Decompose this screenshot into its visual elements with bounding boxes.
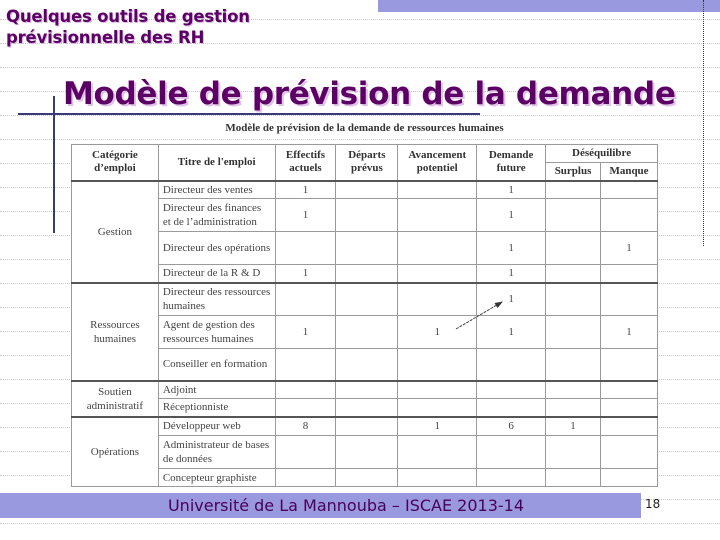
current-cell [275,399,336,417]
future-cell: 1 [477,265,546,283]
promotion-cell [398,265,477,283]
table-row [72,316,658,349]
header-promotion [398,145,477,181]
surplus-cell: 1 [546,417,601,436]
header-departures-l2: prévus [350,162,383,175]
surplus-cell [546,349,601,381]
current-cell [275,349,336,381]
job-title-cell: Directeur des ventes [158,181,275,199]
promotion-cell [398,399,477,417]
current-cell [275,232,336,265]
header-current [275,145,336,181]
shortage-cell [601,381,658,399]
job-title-cell: Directeur de la R & D [158,265,275,283]
job-title-cell: Agent de gestion des ressources humaines [158,316,275,349]
header-category [72,145,159,181]
surplus-cell [546,469,601,487]
surplus-cell [546,399,601,417]
current-cell: 8 [275,417,336,436]
table-row [72,181,658,199]
table-row [72,381,658,399]
future-cell: 1 [477,181,546,199]
departures-cell [336,232,398,265]
header-imbalance: Déséquilibre [546,145,658,163]
shortage-cell [601,199,658,232]
promotion-cell [398,181,477,199]
vertical-guide-line [703,0,704,246]
table-row [72,283,658,316]
future-cell [477,469,546,487]
surplus-cell [546,436,601,469]
slide-header-line2: prévisionnelle des RH [6,28,205,47]
shortage-cell [601,399,658,417]
departures-cell [336,399,398,417]
header-future-l1: Demande [488,149,534,162]
slide-header-line1: Quelques outils de gestion [6,7,250,26]
table-row [72,399,658,417]
surplus-cell [546,381,601,399]
current-cell: 1 [275,265,336,283]
promotion-cell [398,436,477,469]
current-cell [275,436,336,469]
page-number: 18 [645,497,661,511]
header-departures-l1: Départs [348,149,386,162]
header-promotion-l1: Avancement [408,149,467,162]
shortage-cell [601,349,658,381]
category-cell: Gestion [72,181,159,283]
future-cell: 1 [477,232,546,265]
table-row [72,199,658,232]
header-shortage: Manque [601,163,658,181]
job-title-cell: Réceptionniste [158,399,275,417]
shortage-cell [601,436,658,469]
promotion-cell [398,469,477,487]
current-cell [275,469,336,487]
header-future-l2: future [496,162,526,175]
table-row [72,349,658,381]
shortage-cell: 1 [601,316,658,349]
departures-cell [336,417,398,436]
promotion-cell [398,199,477,232]
surplus-cell [546,232,601,265]
header-future [477,145,546,181]
guide-line [0,115,720,116]
departures-cell [336,436,398,469]
table-row [72,436,658,469]
table-row [72,232,658,265]
current-cell: 1 [275,199,336,232]
job-title-cell: Conseiller en formation [158,349,275,381]
surplus-cell [546,181,601,199]
table-row [72,469,658,487]
promotion-cell [398,283,477,316]
departures-cell [336,265,398,283]
category-cell: Opérations [72,417,159,487]
future-cell: 1 [477,316,546,349]
future-cell: 1 [477,199,546,232]
promotion-cell [398,232,477,265]
demand-forecast-table [71,144,658,487]
job-title-cell: Adjoint [158,381,275,399]
footer-text: Université de La Mannouba – ISCAE 2013-14 [167,496,525,515]
slide-header [6,6,250,48]
future-cell: 6 [477,417,546,436]
header-category-l1: Catégorie [92,149,138,162]
shortage-cell [601,283,658,316]
future-cell: 1 [477,283,546,316]
surplus-cell [546,265,601,283]
category-cell: Ressources humaines [72,283,159,381]
current-cell [275,381,336,399]
surplus-cell [546,199,601,232]
job-title-cell: Directeur des ressources humaines [158,283,275,316]
current-cell: 1 [275,316,336,349]
job-title-cell: Directeur des finances et de l’administration [158,199,275,232]
promotion-cell [398,381,477,399]
top-accent-bar [378,0,720,12]
departures-cell [336,381,398,399]
slide-title: Modèle de prévision de la demande [63,76,676,112]
guide-line [0,67,720,68]
departures-cell [336,349,398,381]
guide-line [0,523,720,524]
title-rule-vertical [53,96,55,233]
departures-cell [336,283,398,316]
future-cell [477,399,546,417]
category-cell: Soutien administratif [72,381,159,417]
header-job-title: Titre de l'emploi [158,145,275,181]
shortage-cell [601,181,658,199]
job-title-cell: Administrateur de bases de données [158,436,275,469]
header-current-l1: Effectifs [285,149,326,162]
job-title-cell: Développeur web [158,417,275,436]
header-category-l2: d’emploi [94,162,136,175]
shortage-cell [601,265,658,283]
job-title-cell: Concepteur graphiste [158,469,275,487]
future-cell [477,436,546,469]
header-surplus: Surplus [546,163,601,181]
guide-line [0,139,720,140]
header-current-l2: actuels [289,162,322,175]
table-caption: Modèle de prévision de la demande de ressources humaines [225,122,504,134]
departures-cell [336,316,398,349]
promotion-cell: 1 [398,417,477,436]
shortage-cell [601,469,658,487]
departures-cell [336,469,398,487]
current-cell: 1 [275,181,336,199]
table-row [72,417,658,436]
future-cell [477,381,546,399]
departures-cell [336,181,398,199]
departures-cell [336,199,398,232]
promotion-cell: 1 [398,316,477,349]
future-cell [477,349,546,381]
header-promotion-l2: potentiel [416,162,458,175]
surplus-cell [546,283,601,316]
shortage-cell [601,417,658,436]
job-title-cell: Directeur des opérations [158,232,275,265]
shortage-cell: 1 [601,232,658,265]
promotion-cell [398,349,477,381]
surplus-cell [546,316,601,349]
header-departures [336,145,398,181]
current-cell [275,283,336,316]
table-row [72,265,658,283]
